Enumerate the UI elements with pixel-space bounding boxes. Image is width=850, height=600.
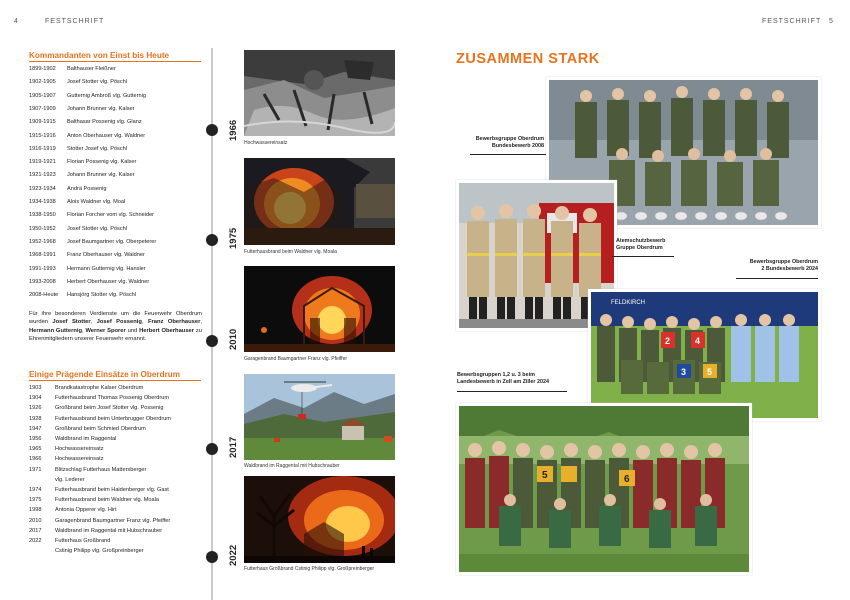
timeline-year: 2010: [228, 328, 239, 350]
commander-years: 1909-1915: [29, 119, 56, 126]
mission-year: 1904: [29, 395, 42, 402]
timeline-dot: [206, 234, 218, 246]
timeline-year: 1975: [228, 227, 239, 249]
commander-name: Balthauser Fleißner: [67, 66, 116, 72]
commander-years: 1916-1919: [29, 145, 56, 152]
commander-name: Florian Possenig vlg. Kalser: [67, 159, 137, 166]
commander-name: Anton Oberhauser vlg. Waldner: [67, 132, 146, 139]
missions-list: [29, 385, 204, 585]
mission-text: Waldbrand im Raggental: [55, 436, 117, 442]
bib-number: 3: [681, 367, 687, 377]
honorary-name: Hermann Gutternig: [29, 327, 83, 334]
bib-number: 6: [624, 474, 630, 485]
commander-years: 1905-1907: [29, 92, 56, 99]
commander-name: Josef Baumgartner vlg. Oberpeterer: [67, 238, 157, 245]
commander-name: Josef Stotter vlg. Pöschl: [67, 79, 128, 86]
commander-years: 1952-1968: [29, 238, 56, 245]
honorary-name: Werner Sporer: [85, 327, 126, 334]
commander-years: 1899-1902: [29, 66, 56, 72]
commander-years: 2008-Heute: [29, 292, 59, 299]
commander-years: 1991-1993: [29, 265, 56, 272]
commanders-rule: [29, 61, 201, 62]
great-fire-photo-caption: Futterhaus Großbrand Cstinig Philipp vlg. Großpreinberger: [244, 566, 375, 572]
caption-atemschutzbewerb: [616, 238, 665, 253]
bib-number: 4: [695, 336, 701, 346]
great-fire-photo: [244, 476, 395, 563]
sep: ,: [82, 327, 86, 334]
group-photo-bundesbewerb-2024-image: [591, 292, 818, 418]
left-running-header: FESTSCHRIFT: [45, 18, 105, 25]
commander-years: 1993-2008: [29, 278, 56, 285]
commander-name: Florian Forcher vom vlg. Schneider: [67, 212, 155, 219]
mission-year: 1974: [29, 487, 42, 493]
flood-photo-caption: Hochwassereinsatz: [244, 140, 288, 146]
mission-text: Garagenbrand Baumgartner Franz vlg. Pfeiffer: [55, 517, 171, 524]
banner-text: FELDKIRCH: [611, 300, 646, 306]
barn-fire-photo-image: [244, 158, 395, 245]
mission-year: 1926: [29, 405, 42, 412]
garage-fire-photo-image: [244, 266, 395, 352]
caption-leader-line: [457, 391, 567, 392]
honorary-text-1: Für ihre besonderen Verdienste um die Feuerwehr Oberdrum wurden: [29, 311, 202, 326]
sep: ,: [141, 319, 148, 326]
mission-year: 1956: [29, 436, 42, 442]
mission-year: 1971: [29, 466, 42, 473]
mission-text: Cstinig Philipp vlg. Großpreinberger: [55, 548, 144, 555]
caption-line: Bundesbewerb 2008: [491, 143, 544, 150]
timeline-year: 2017: [228, 436, 239, 458]
garage-fire-photo-caption: Garagenbrand Baumgartner Franz vlg. Pfeiffer: [244, 356, 348, 362]
caption-leader-line: [612, 256, 674, 257]
mission-text: Hochwassereinsatz: [55, 456, 104, 463]
commander-name: Franz Oberhauser vlg. Waldner: [67, 252, 145, 259]
commander-name: Balthasar Possenig vlg. Glanz: [67, 119, 142, 126]
right-page-number: 5: [829, 18, 833, 25]
caption-line: Atemschutzbewerb: [616, 238, 666, 244]
caption-line: Bewerbsgruppe Oberdrum: [475, 136, 544, 142]
caption-bundesbewerb-2008: [470, 136, 544, 151]
forest-fire-helicopter-photo-caption: Waldbrand im Raggental mit Hubschrauber: [244, 463, 340, 469]
right-running-header: FESTSCHRIFT: [762, 18, 822, 25]
commander-name: Josef Stotter vlg. Pöschl: [67, 225, 128, 232]
mission-year: 1965: [29, 446, 42, 453]
caption-landesbewerb-zell: [457, 372, 549, 387]
caption-line: Landesbewerb in Zell am Ziller 2024: [457, 379, 549, 386]
mission-text: Futterhausbrand beim Waldner vlg. Moala: [55, 497, 159, 504]
mission-text: Futterhaus Großbrand: [55, 538, 111, 544]
mission-year: 2017: [29, 527, 42, 534]
mission-year: 1998: [29, 507, 42, 514]
forest-fire-helicopter-photo: [244, 374, 395, 460]
commander-name: Johann Brunner vlg. Kalser: [67, 172, 135, 179]
sep: ,: [90, 319, 97, 326]
mission-text: Blitzschlag Futterhaus Mattersberger: [55, 466, 147, 473]
bib-number: 5: [542, 470, 548, 481]
commander-name: Johann Brunner vlg. Kalser: [67, 105, 135, 112]
commander-years: 1907-1909: [29, 105, 56, 112]
commander-name: Andrä Possenig: [67, 185, 107, 192]
commander-years: 1915-1916: [29, 132, 56, 139]
caption-bundesbewerb-2024: [736, 259, 818, 274]
commander-years: 1902-1905: [29, 79, 56, 86]
right-page-title: ZUSAMMEN STARK: [456, 51, 600, 67]
missions-title: Einige Prägende Einsätze in Oberdrum: [29, 370, 181, 379]
mission-text: Futterhausbrand Thomas Possenig Oberdrum: [55, 395, 170, 402]
flood-photo: [244, 50, 395, 136]
honorary-name: Josef Possenig: [96, 319, 142, 326]
barn-fire-photo: [244, 158, 395, 245]
honorary-members-text: [29, 310, 202, 344]
mission-text: vlg. Lederer: [55, 476, 85, 483]
caption-leader-line: [736, 278, 818, 279]
group-photo-landesbewerb-zell-image: [459, 406, 749, 572]
mission-year: 1975: [29, 497, 42, 504]
commander-years: 1934-1938: [29, 199, 56, 205]
barn-fire-photo-caption: Futterhausbrand beim Waldner vlg. Moala: [244, 249, 337, 255]
honorary-text-2: zu Ehrenmitgliedern unserer Feuerwehr ernannt.: [29, 327, 202, 343]
flood-photo-image: [244, 50, 395, 136]
mission-year: 2022: [29, 538, 42, 544]
mission-year: 1966: [29, 456, 42, 463]
commander-years: 1938-1950: [29, 212, 56, 219]
timeline-year: 1966: [228, 119, 239, 141]
great-fire-photo-image: [244, 476, 395, 563]
commander-name: Hermann Gutternig vlg. Hansler: [67, 265, 146, 272]
sep: und: [125, 327, 140, 334]
mission-year: 1903: [29, 385, 42, 391]
mission-text: Futterhausbrand beim Unterbrugger Oberdrum: [55, 415, 171, 422]
mission-text: Futterhausbrand beim Haidenberger vlg. Gast: [55, 487, 169, 493]
bib-number: 5: [707, 367, 713, 377]
honorary-name: Josef Stotter: [52, 319, 91, 326]
garage-fire-photo: [244, 266, 395, 352]
group-photo-bundesbewerb-2024: [588, 289, 821, 421]
honorary-name: Franz Oberhauser: [147, 319, 201, 326]
commander-years: 1950-1952: [29, 225, 56, 232]
group-photo-landesbewerb-zell: [456, 403, 752, 575]
mission-year: 1928: [29, 415, 42, 422]
caption-line: Bewerbsgruppen 1,2 u. 3 beim: [457, 372, 535, 378]
timeline-dot: [206, 443, 218, 455]
timeline-year: 2022: [228, 544, 239, 566]
mission-text: Großbrand beim Schmied Oberdrum: [55, 425, 146, 432]
bib-number: 2: [665, 336, 671, 346]
caption-line: 2 Bundesbewerb 2024: [761, 266, 818, 273]
commander-name: Hansjörg Stotter vlg. Pöschl: [67, 292, 137, 299]
commander-years: 1968-1991: [29, 252, 56, 259]
commander-name: Herbert Oberhauser vlg. Waldner: [67, 278, 150, 285]
commander-years: 1923-1934: [29, 185, 56, 192]
forest-fire-helicopter-photo-image: [244, 374, 395, 460]
commander-years: 1919-1921: [29, 159, 56, 166]
caption-line: Bewerbsgruppe Oberdrum: [749, 259, 818, 265]
mission-text: Waldbrand im Raggental mit Hubschrauber: [55, 527, 163, 534]
timeline-dot: [206, 551, 218, 563]
timeline-dot: [206, 124, 218, 136]
mission-text: Großbrand beim Josef Stotter vlg. Possenig: [55, 405, 164, 412]
commander-name: Alois Waldner vlg. Moal: [67, 199, 126, 205]
timeline-dot: [206, 335, 218, 347]
commander-name: Stotter Josef vlg. Pöschl: [67, 145, 128, 152]
mission-text: Antonia Opperer vlg. Hirt: [55, 507, 117, 514]
sep: ,: [200, 319, 202, 326]
missions-rule: [29, 380, 201, 381]
mission-year: 2010: [29, 517, 42, 524]
mission-text: Brandkatastrophe Kalser Oberdrum: [55, 385, 144, 391]
commanders-title: Kommandanten von Einst bis Heute: [29, 51, 170, 60]
commander-years: 1921-1923: [29, 172, 56, 179]
left-page-number: 4: [14, 18, 18, 25]
honorary-name: Herbert Oberhauser: [139, 327, 195, 334]
caption-leader-line: [470, 154, 546, 155]
commander-name: Gutternig Ambroß vlg. Gutternig: [67, 92, 146, 99]
caption-line: Gruppe Oberdrum: [616, 245, 663, 252]
mission-year: 1947: [29, 425, 42, 432]
commanders-list: [29, 66, 204, 306]
mission-text: Hochwassereinsatz: [55, 446, 104, 453]
